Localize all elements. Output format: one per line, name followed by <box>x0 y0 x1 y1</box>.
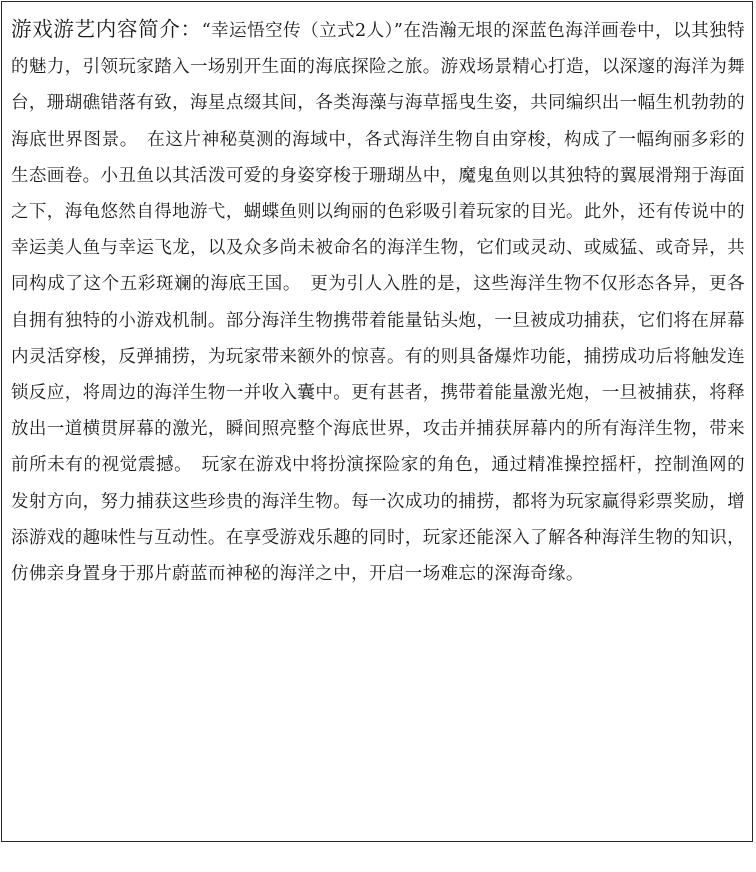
document-frame <box>1 1 753 842</box>
document-body: “幸运悟空传（立式2人）”在浩瀚无垠的深蓝色海洋画卷中，以其独特的魅力，引领玩家踏入一场别开生面的海底探险之旅。游戏场景精心打造，以深邃的海洋为舞台，珊瑚礁错落有致，海星点缀其间，各类海藻与海草摇曳生姿，共同编织出一幅生机勃勃的海底世界图景。 在这片神秘莫测的海域中，各式海洋生物自由穿梭，构成了一幅绚丽多彩的生态画卷。小丑鱼以其活泼可爱的身姿穿梭于珊瑚丛中，魔鬼鱼则以其独特的翼展滑翔于海面之下，海龟悠然自得地游弋，蝴蝶鱼则以绚丽的色彩吸引着玩家的目光。此外，还有传说中的幸运美人鱼与幸运飞龙，以及众多尚未被命名的海洋生物，它们或灵动、或威猛、或奇异，共同构成了这个五彩斑斓的海底王国。 更为引人入胜的是，这些海洋生物不仅形态各异，更各自拥有独特的小游戏机制。部分海洋生物携带着能量钻头炮，一旦被成功捕获，它们将在屏幕内灵活穿梭，反弹捕捞，为玩家带来额外的惊喜。有的则具备爆炸功能，捕捞成功后将触发连锁反应，将周边的海洋生物一并收入囊中。更有甚者，携带着能量激光炮，一旦被捕获，将释放出一道横贯屏幕的激光，瞬间照亮整个海底世界，攻击并捕获屏幕内的所有海洋生物，带来前所未有的视觉震撼。 玩家在游戏中将扮演探险家的角色，通过精准操控摇杆，控制渔网的发射方向，努力捕获这些珍贵的海洋生物。每一次成功的捕捞，都将为玩家赢得彩票奖励，增添游戏的趣味性与互动性。在享受游戏乐趣的同时，玩家还能深入了解各种海洋生物的知识，仿佛亲身置身于那片蔚蓝而神秘的海洋之中，开启一场难忘的深海奇缘。 <box>11 21 746 585</box>
document-heading: 游戏游艺内容简介： <box>11 17 202 41</box>
document-text <box>11 11 745 592</box>
